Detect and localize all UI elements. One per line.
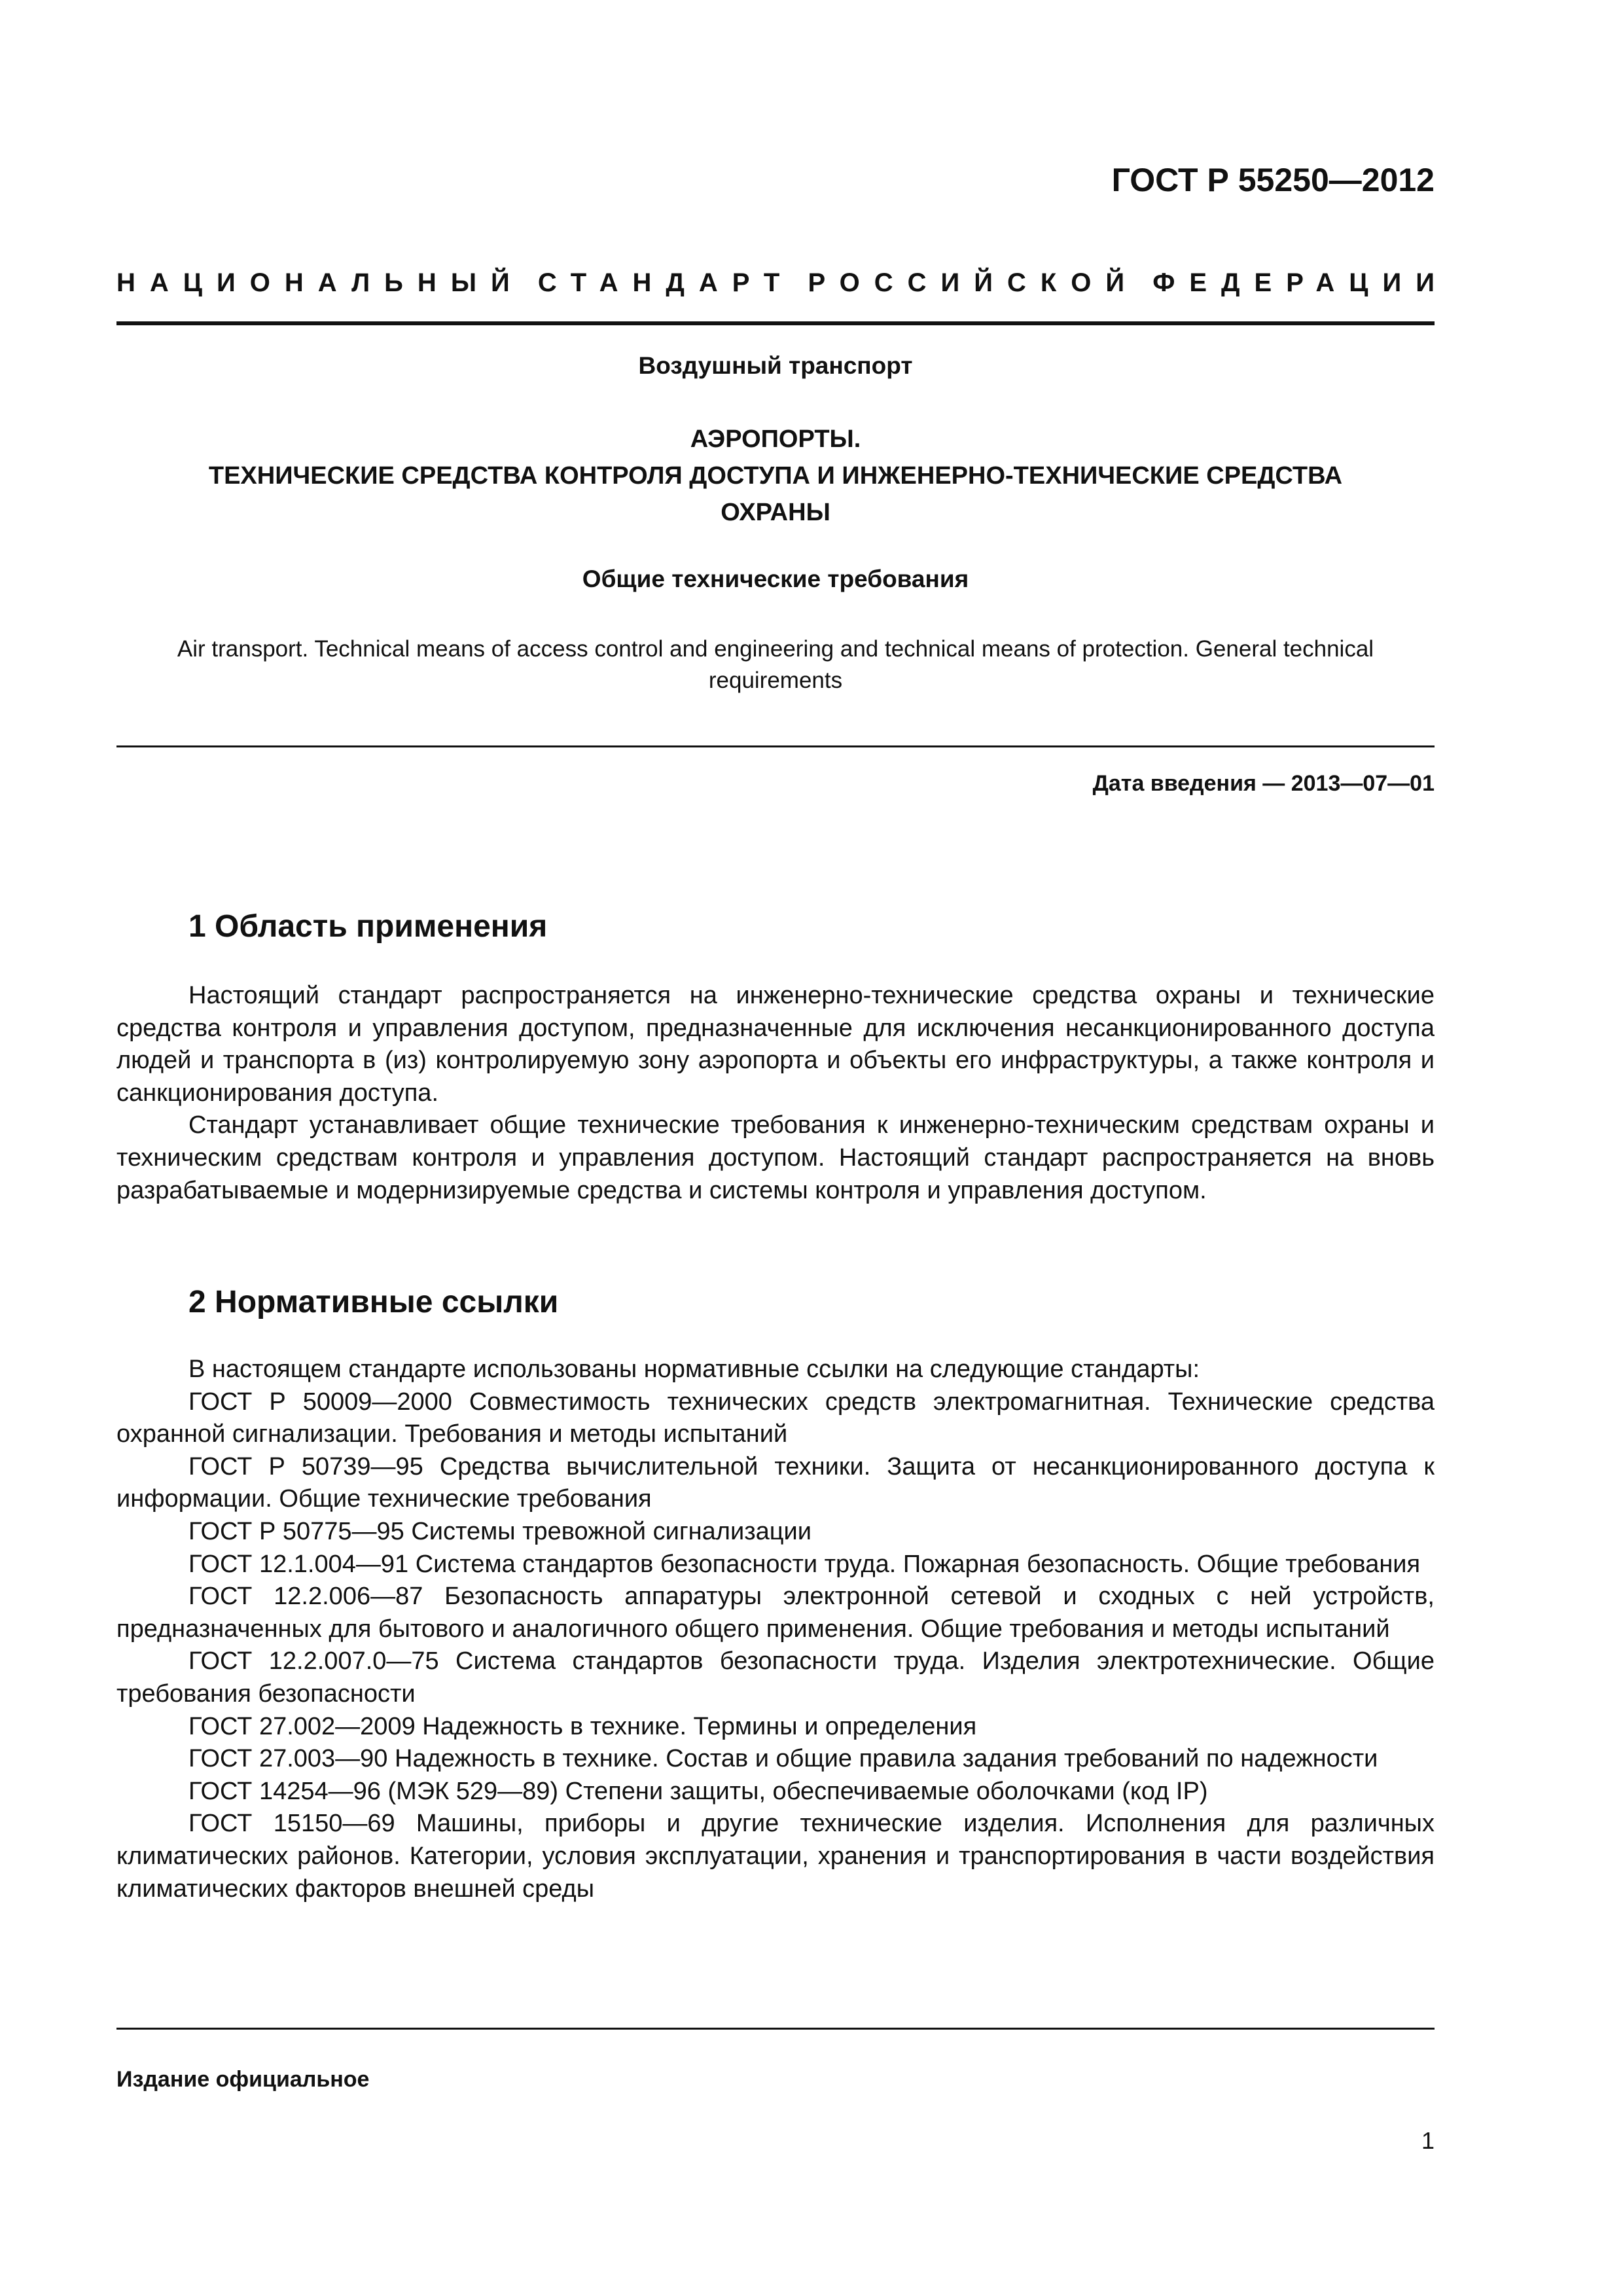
english-title-line: requirements bbox=[708, 668, 843, 693]
reference-item: ГОСТ 12.1.004—91 Система стандартов безопасности труда. Пожарная безопасность. Общие требования bbox=[188, 1550, 1421, 1578]
banner-word: НАЦИОНАЛЬНЫЙ bbox=[116, 268, 524, 297]
paragraph: Стандарт устанавливает общие технические требования к инженерно-техническим средствам охраны и техническим средствам контроля и управления доступом. Настоящий стандарт распространяется на вновь разрабатываемые и модернизируемые средства и системы контроля и управления доступом. bbox=[116, 1111, 1435, 1204]
section-2-body bbox=[116, 1354, 1435, 1905]
title-line: ТЕХНИЧЕСКИЕ СРЕДСТВА КОНТРОЛЯ ДОСТУПА И ИНЖЕНЕРНО-ТЕХНИЧЕСКИЕ СРЕДСТВА bbox=[208, 462, 1343, 490]
document-title bbox=[116, 421, 1435, 531]
edition-label: Издание официальное bbox=[116, 2067, 370, 2092]
reference-item: ГОСТ 12.2.006—87 Безопасность аппаратуры электронной сетевой и сходных с ней устройств, предназначенных для бытового и аналогичного общего применения. Общие требования и методы испытаний bbox=[116, 1583, 1435, 1643]
title-line: ОХРАНЫ bbox=[721, 499, 830, 526]
document-number: ГОСТ Р 55250—2012 bbox=[1111, 162, 1435, 198]
document-subtitle: Общие технические требования bbox=[582, 565, 969, 592]
reference-item: ГОСТ 27.002—2009 Надежность в технике. Термины и определения bbox=[188, 1712, 977, 1740]
english-title bbox=[116, 634, 1435, 696]
title-line: АЭРОПОРТЫ. bbox=[690, 425, 861, 453]
references-intro: В настоящем стандарте использованы нормативные ссылки на следующие стандарты: bbox=[188, 1355, 1200, 1383]
reference-item: ГОСТ 27.003—90 Надежность в технике. Состав и общие правила задания требований по надежности bbox=[188, 1745, 1378, 1773]
reference-item: ГОСТ 14254—96 (МЭК 529—89) Степени защиты, обеспечиваемые оболочками (код IP) bbox=[188, 1777, 1208, 1805]
reference-item: ГОСТ 12.2.007.0—75 Система стандартов безопасности труда. Изделия электротехнические. Общие требования безопасности bbox=[116, 1647, 1435, 1708]
section-1-body bbox=[116, 980, 1435, 1207]
header-divider bbox=[116, 321, 1435, 325]
paragraph: Настоящий стандарт распространяется на инженерно-технические средства охраны и технические средства контроля и управления доступом, предназначенные для исключения несанкционированного доступа людей и транспорта в (из) контролируемую зону аэропорта и объекты его инфраструктуры, а также контроля и санкционирования доступа. bbox=[116, 982, 1435, 1107]
footer-divider bbox=[116, 2028, 1435, 2030]
english-title-line: Air transport. Technical means of access control and engineering and technical means of protection. General technical bbox=[177, 636, 1374, 662]
banner-word: СТАНДАРТ bbox=[537, 268, 794, 297]
introduction-date: Дата введения — 2013—07—01 bbox=[1092, 771, 1435, 796]
banner-word: РОССИЙСКОЙ bbox=[808, 268, 1139, 297]
subject-heading: Воздушный транспорт bbox=[638, 352, 913, 379]
banner-word: ФЕДЕРАЦИИ bbox=[1152, 268, 1449, 297]
reference-item: ГОСТ Р 50775—95 Системы тревожной сигнализации bbox=[188, 1517, 812, 1545]
section-2-heading: 2 Нормативные ссылки bbox=[188, 1285, 559, 1319]
reference-item: ГОСТ 15150—69 Машины, приборы и другие технические изделия. Исполнения для различных климатических районов. Категории, условия эксплуатации, хранения и транспортирования в части воздействия климатических факторов внешней среды bbox=[116, 1810, 1435, 1903]
reference-item: ГОСТ Р 50009—2000 Совместимость технических средств электромагнитная. Технические средства охранной сигнализации. Требования и методы испытаний bbox=[116, 1388, 1435, 1448]
page-number: 1 bbox=[1421, 2127, 1435, 2154]
reference-item: ГОСТ Р 50739—95 Средства вычислительной техники. Защита от несанкционированного доступа к информации. Общие технические требования bbox=[116, 1452, 1435, 1513]
title-divider bbox=[116, 745, 1435, 747]
section-1-heading: 1 Область применения bbox=[188, 909, 548, 944]
national-standard-banner bbox=[116, 268, 1449, 298]
